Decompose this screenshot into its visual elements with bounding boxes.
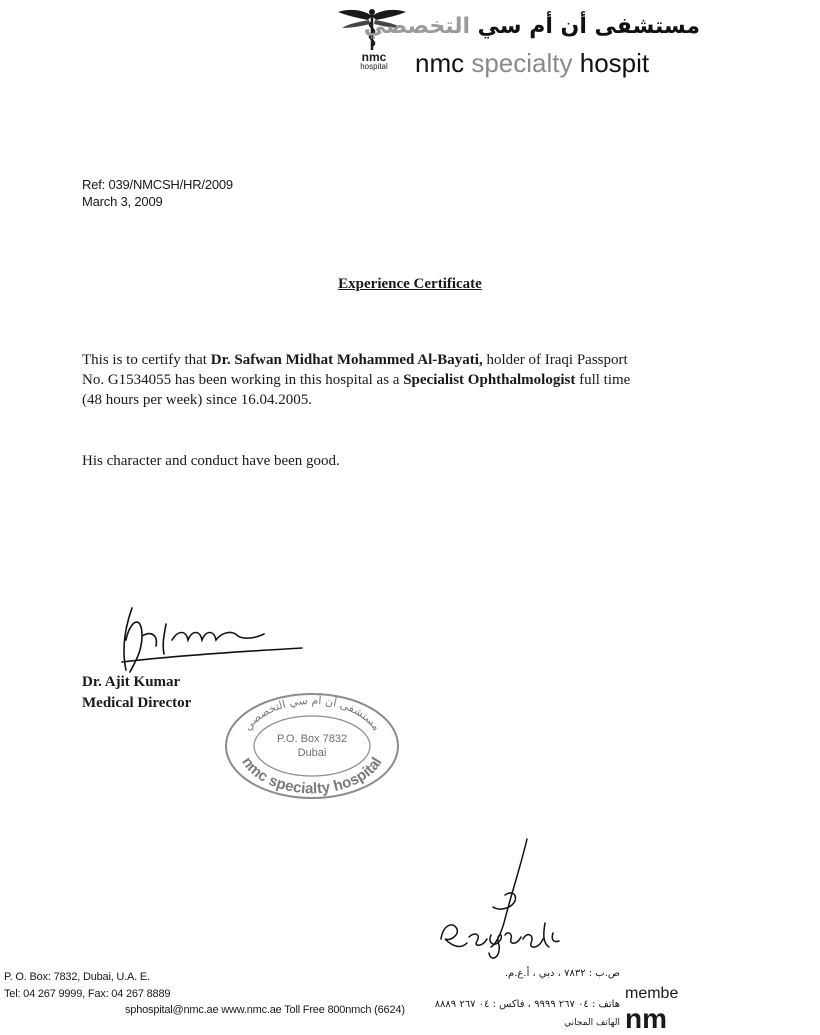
logo-subtext: hospital [360, 62, 388, 71]
footer-arabic-address: ص.ب : ٧٨٣٢ ، دبي ، أ.ع.م. [504, 968, 620, 979]
certification-paragraph [82, 350, 642, 410]
stamp-city: Dubai [297, 747, 327, 759]
signatory-block [82, 672, 191, 714]
signatory-name: Dr. Ajit Kumar [82, 674, 181, 690]
english-name-end: hospit [572, 48, 650, 78]
hospital-stamp [222, 690, 402, 800]
footer-arabic-phone: هاتف : ٠٤ ٢٦٧ ٩٩٩٩ ، فاكس : ٠٤ ٢٦٧ ٨٨٨٩ [434, 999, 620, 1010]
reference-block [82, 176, 233, 210]
hospital-arabic-name [363, 14, 700, 39]
nmc-hospital-logo-text [352, 52, 396, 72]
reference-number: Ref: 039/NMCSH/HR/2009 [82, 177, 233, 192]
footer-phone: Tel: 04 267 9999, Fax: 04 267 8889 [4, 988, 171, 1000]
p1-passport: holder of Iraqi Passport No. G1534055 has been working in this hospital as a [82, 352, 628, 388]
p1-since: full time (48 hours per week) since 16.04.2005. [82, 372, 631, 408]
received-handwritten-note [435, 835, 575, 970]
footer-address: P. O. Box: 7832, Dubai, U.A. E. [4, 971, 150, 983]
stamp-english-text: nmc specialty hospital [238, 753, 386, 798]
member-logo: nm [625, 1003, 667, 1034]
hospital-english-name [415, 48, 649, 79]
footer-contact-english [4, 969, 170, 1003]
employee-role: Specialist Ophthalmologist [403, 372, 576, 388]
employee-name: Dr. Safwan Midhat Mohammed Al-Bayati, [210, 352, 483, 368]
stamp-po-box: P.O. Box 7832 [276, 733, 348, 745]
document-title: Experience Certificate [338, 276, 482, 292]
signatory-position: Medical Director [82, 695, 192, 711]
english-name-dark: nmc [415, 48, 465, 78]
p1-intro: This is to certify that [82, 352, 211, 368]
arabic-name-dark: مستشفى أن أم سي [477, 14, 700, 39]
director-signature [112, 600, 312, 680]
logo-text: nmc [361, 50, 387, 64]
conduct-paragraph: His character and conduct have been good. [82, 453, 340, 469]
arabic-name-light: التخصصي [363, 14, 478, 39]
english-name-light: specialty [464, 48, 573, 78]
footer-web-contact: sphospital@nmc.ae www.nmc.ae Toll Free 800nmch (6624) [125, 1004, 405, 1016]
stamp-arabic-text: مستشفى أن أم سي التخصصي [241, 693, 384, 734]
footer-arabic-tollfree: الهاتف المجاني [564, 1018, 620, 1028]
letter-date: March 3, 2009 [82, 194, 163, 209]
member-label: membe [625, 985, 679, 1002]
